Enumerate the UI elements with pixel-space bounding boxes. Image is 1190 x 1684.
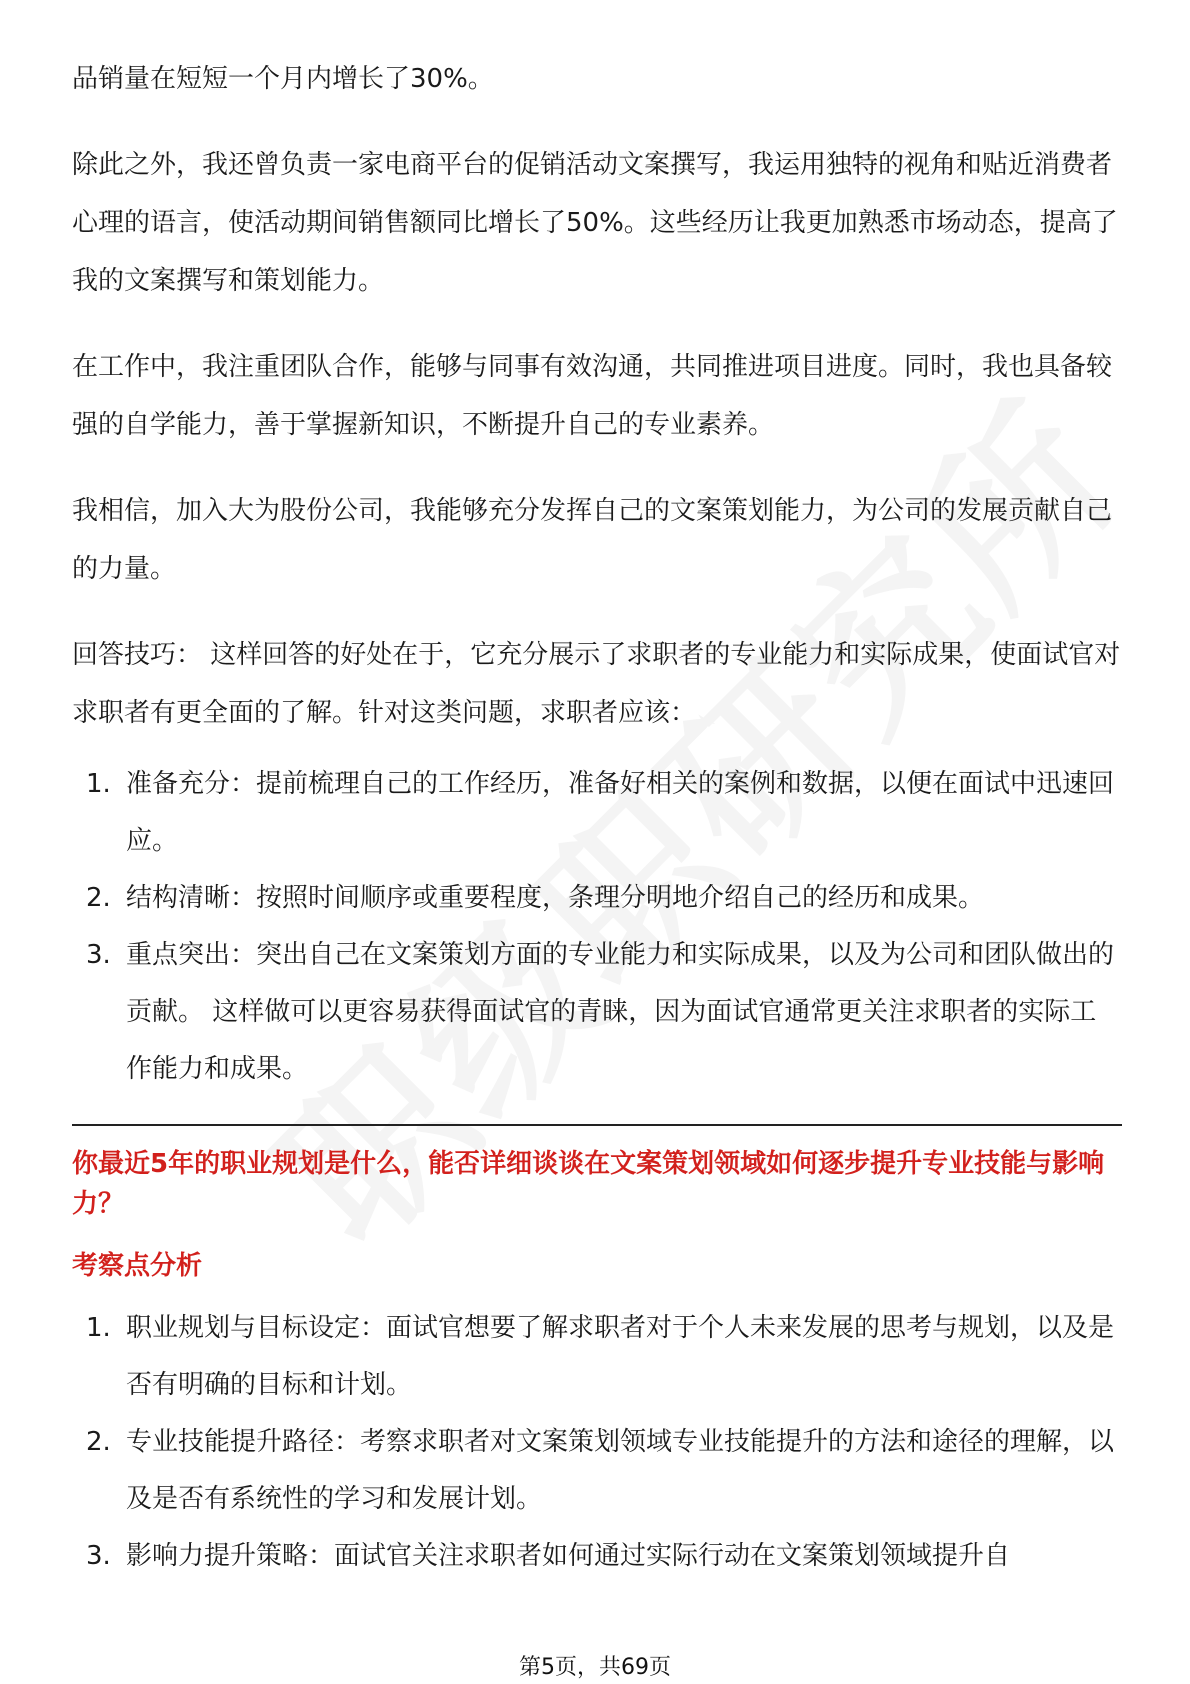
list-item: [72, 1528, 1122, 1585]
paragraph-teamwork: 在工作中，我注重团队合作，能够与同事有效沟通，共同推进项目进度。同时，我也具备较强的自学能力，善于掌握新知识，不断提升自己的专业素养。: [72, 352, 1113, 440]
paragraph-continued: 品销量在短短一个月内增长了30%。: [72, 64, 494, 94]
list-number: 2.: [86, 883, 111, 913]
paragraph-ecommerce-experience: 除此之外，我还曾负责一家电商平台的促销活动文案撰写，我运用独特的视角和贴近消费者心理的语言，使活动期间销售额同比增长了50%。这些经历让我更加熟悉市场动态，提高了我的文案撰写和策划能力。: [72, 150, 1118, 296]
section-divider: [72, 1124, 1122, 1126]
list-item: [72, 756, 1122, 870]
list-item: [72, 870, 1122, 927]
paragraph-conclusion: 我相信，加入大为股份公司，我能够充分发挥自己的文案策划能力，为公司的发展贡献自己的力量。: [72, 496, 1113, 584]
list-number: 1.: [86, 769, 111, 799]
list-text: 专业技能提升路径：考察求职者对文案策划领域专业技能提升的方法和途径的理解，以及是否有系统性的学习和发展计划。: [126, 1427, 1115, 1514]
analysis-heading: 考察点分析: [72, 1251, 203, 1281]
paragraph-answer-tips: 回答技巧： 这样回答的好处在于，它充分展示了求职者的专业能力和实际成果，使面试官对求职者有更全面的了解。针对这类问题，求职者应该：: [72, 640, 1121, 728]
page-number-footer: 第5页，共69页: [519, 1655, 671, 1680]
page-content: [72, 50, 1122, 1585]
list-text: 重点突出：突出自己在文案策划方面的专业能力和实际成果，以及为公司和团队做出的贡献。 这样做可以更容易获得面试官的青睐，因为面试官通常更关注求职者的实际工作能力和成果。: [126, 940, 1115, 1084]
list-text: 结构清晰：按照时间顺序或重要程度，条理分明地介绍自己的经历和成果。: [126, 883, 985, 913]
list-item: [72, 927, 1122, 1098]
list-number: 3.: [86, 940, 111, 970]
list-text: 职业规划与目标设定：面试官想要了解求职者对于个人未来发展的思考与规划，以及是否有明确的目标和计划。: [126, 1313, 1115, 1400]
list-item: [72, 1300, 1122, 1414]
analysis-list: [72, 1300, 1122, 1585]
list-item: [72, 1414, 1122, 1528]
list-text: 准备充分：提前梳理自己的工作经历，准备好相关的案例和数据，以便在面试中迅速回应。: [126, 769, 1115, 856]
list-number: 3.: [86, 1541, 111, 1571]
list-text: 影响力提升策略：面试官关注求职者如何通过实际行动在文案策划领域提升自: [126, 1541, 1011, 1571]
interview-question: 你最近5年的职业规划是什么，能否详细谈谈在文案策划领域如何逐步提升专业技能与影响力？: [72, 1149, 1105, 1219]
list-number: 2.: [86, 1427, 111, 1457]
tips-list: [72, 756, 1122, 1098]
list-number: 1.: [86, 1313, 111, 1343]
